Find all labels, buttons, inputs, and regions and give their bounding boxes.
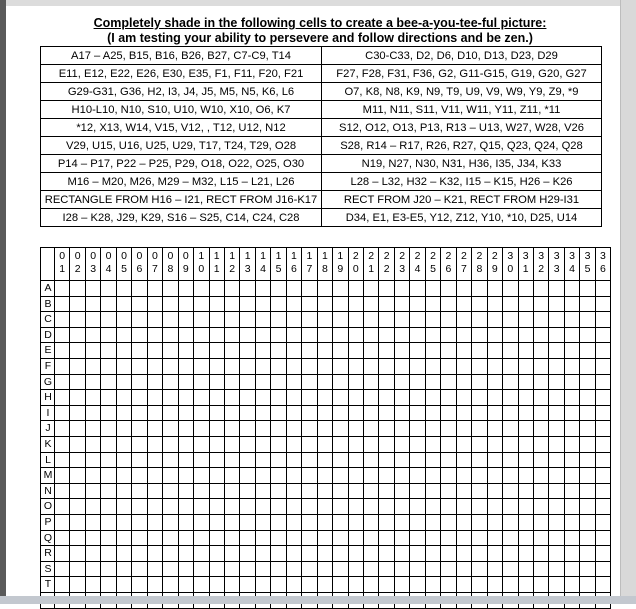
row-label: J <box>45 422 51 435</box>
window-top-strip <box>6 0 620 6</box>
column-header: 3 2 <box>538 250 545 275</box>
grid-line-vertical <box>548 247 549 608</box>
grid-line-vertical <box>518 247 519 608</box>
coloring-grid <box>40 247 610 608</box>
column-header: 1 1 <box>213 250 220 275</box>
grid-line-vertical <box>193 247 194 608</box>
column-header: 0 8 <box>167 250 174 275</box>
column-header: 3 1 <box>522 250 529 275</box>
row-label: C <box>44 313 52 326</box>
row-label: S <box>44 562 52 575</box>
grid-line-horizontal <box>40 389 611 390</box>
row-label: P <box>44 516 52 528</box>
grid-line-horizontal <box>40 576 611 577</box>
title-line-1: Completely shade in the following cells to create a bee-a-you-tee-ful picture: <box>93 16 547 30</box>
grid-line-horizontal <box>40 514 611 515</box>
column-header: 2 4 <box>414 250 421 275</box>
grid-line-vertical <box>178 247 179 608</box>
grid-line-horizontal <box>40 311 611 312</box>
grid-line-vertical <box>610 247 611 608</box>
column-header: 0 2 <box>74 250 81 275</box>
grid-line-vertical <box>255 247 256 608</box>
grid-line-horizontal <box>40 545 611 546</box>
instruction-cell-right: C30-C33, D2, D6, D10, D13, D23, D29 <box>322 47 602 65</box>
row-label: T <box>44 578 52 591</box>
grid-line-horizontal <box>40 342 611 343</box>
column-header: 2 8 <box>476 250 483 275</box>
grid-line-vertical <box>69 247 70 608</box>
row-label: M <box>43 469 53 482</box>
grid-line-vertical <box>564 247 565 608</box>
instruction-row <box>41 191 602 209</box>
grid-line-vertical <box>286 247 287 608</box>
row-label: E <box>44 344 52 357</box>
column-header: 2 1 <box>368 250 375 275</box>
column-header: 0 4 <box>105 250 112 275</box>
column-header: 0 7 <box>151 250 158 275</box>
grid-line-horizontal <box>40 405 611 406</box>
row-label: K <box>44 438 52 450</box>
grid-line-horizontal <box>40 420 611 421</box>
instruction-cell-left: M16 – M20, M26, M29 – M32, L15 – L21, L26 <box>41 173 322 191</box>
row-label: R <box>44 547 52 560</box>
grid-line-horizontal <box>40 530 611 531</box>
column-header: 2 9 <box>491 250 498 275</box>
instruction-row <box>41 101 602 119</box>
column-header: 0 3 <box>90 250 97 275</box>
column-header: 1 0 <box>198 250 205 275</box>
column-header: 1 8 <box>321 250 328 275</box>
page-title <box>40 16 600 46</box>
instruction-cell-right: S28, R14 – R17, R26, R27, Q15, Q23, Q24, Q28 <box>322 137 602 155</box>
instruction-row <box>41 173 602 191</box>
grid-line-horizontal <box>40 296 611 297</box>
grid-line-vertical <box>363 247 364 608</box>
vertical-scrollbar[interactable] <box>620 0 636 604</box>
column-header: 0 1 <box>59 250 66 275</box>
instruction-cell-right: O7, K8, N8, K9, N9, T9, U9, V9, W9, Y9, Z9, *9 <box>322 83 602 101</box>
instruction-cell-left: V29, U15, U16, U25, U29, T17, T24, T29, O28 <box>41 137 322 155</box>
grid-line-vertical <box>579 247 580 608</box>
column-header: 2 2 <box>383 250 390 275</box>
instruction-cell-right: N19, N27, N30, N31, H36, I35, J34, K33 <box>322 155 602 173</box>
grid-line-vertical <box>471 247 472 608</box>
column-header: 3 5 <box>584 250 591 275</box>
column-header: 0 6 <box>136 250 143 275</box>
column-header: 3 0 <box>507 250 514 275</box>
instruction-cell-right: M11, N11, S11, V11, W11, Y11, Z11, *11 <box>322 101 602 119</box>
instruction-cell-right: RECT FROM J20 – K21, RECT FROM H29-I31 <box>322 191 602 209</box>
column-header: 1 5 <box>275 250 282 275</box>
grid-line-vertical <box>147 247 148 608</box>
grid-line-horizontal <box>40 247 611 248</box>
grid-line-vertical <box>301 247 302 608</box>
row-label: A <box>44 282 52 294</box>
instruction-row <box>41 47 602 65</box>
grid-line-vertical <box>116 247 117 608</box>
instruction-cell-left: E11, E12, E22, E26, E30, E35, F1, F11, F20, F21 <box>41 65 322 83</box>
row-label: Q <box>43 531 53 544</box>
grid-line-vertical <box>378 247 379 608</box>
row-label: L <box>45 453 51 466</box>
grid-line-vertical <box>317 247 318 608</box>
column-header: 0 9 <box>182 250 189 275</box>
window-bottom-bar <box>0 596 636 604</box>
grid-line-horizontal <box>40 358 611 359</box>
row-label: N <box>44 484 52 497</box>
column-header: 2 3 <box>399 250 406 275</box>
grid-line-horizontal <box>40 592 611 593</box>
grid-line-vertical <box>162 247 163 608</box>
column-header: 1 6 <box>291 250 297 275</box>
instruction-cell-right: D34, E1, E3-E5, Y12, Z12, Y10, *10, D25, U14 <box>322 209 602 227</box>
instruction-cell-left: I28 – K28, J29, K29, S16 – S25, C14, C24, C28 <box>41 209 322 227</box>
instruction-cell-left: A17 – A25, B15, B16, B26, B27, C7-C9, T14 <box>41 47 322 65</box>
column-header: 3 3 <box>553 250 560 275</box>
column-header: 2 0 <box>352 250 359 275</box>
grid-line-vertical <box>409 247 410 608</box>
column-header: 0 5 <box>121 250 127 275</box>
row-label: B <box>44 297 52 310</box>
title-line-2: (I am testing your ability to persevere and follow directions and be zen.) <box>107 31 533 45</box>
grid-line-vertical <box>85 247 86 608</box>
instruction-cell-right: F27, F28, F31, F36, G2, G11-G15, G19, G20, G27 <box>322 65 602 83</box>
grid-line-horizontal <box>40 374 611 375</box>
row-label: G <box>43 375 53 388</box>
grid-line-horizontal <box>40 483 611 484</box>
column-header: 1 4 <box>260 250 266 275</box>
row-label: F <box>44 360 52 372</box>
grid-line-vertical <box>502 247 503 608</box>
grid-line-horizontal <box>40 327 611 328</box>
grid-line-vertical <box>487 247 488 608</box>
column-header: 2 7 <box>460 250 467 275</box>
column-header: 1 3 <box>244 250 251 275</box>
instruction-cell-left: RECTANGLE FROM H16 – I21, RECT FROM J16-K17 <box>41 191 322 209</box>
instruction-row <box>41 83 602 101</box>
grid-line-vertical <box>270 247 271 608</box>
instruction-row <box>41 65 602 83</box>
grid-line-vertical <box>131 247 132 608</box>
grid-line-horizontal <box>40 608 611 609</box>
grid-line-horizontal <box>40 467 611 468</box>
grid-line-horizontal <box>40 498 611 499</box>
grid-line-vertical <box>209 247 210 608</box>
instruction-cell-left: H10-L10, N10, S10, U10, W10, X10, O6, K7 <box>41 101 322 119</box>
grid-line-vertical <box>239 247 240 608</box>
grid-line-vertical <box>100 247 101 608</box>
column-header: 3 4 <box>569 250 575 275</box>
instruction-row <box>41 137 602 155</box>
grid-line-vertical <box>595 247 596 608</box>
instruction-row <box>41 119 602 137</box>
row-label: D <box>44 328 52 341</box>
grid-line-vertical <box>348 247 349 608</box>
instruction-cell-left: G29-G31, G36, H2, I3, J4, J5, M5, N5, K6, L6 <box>41 83 322 101</box>
column-header: 1 2 <box>229 250 236 275</box>
grid-line-vertical <box>224 247 225 608</box>
instruction-row <box>41 209 602 227</box>
row-label: O <box>43 500 53 513</box>
grid-line-vertical <box>394 247 395 608</box>
grid-line-horizontal <box>40 452 611 453</box>
grid-line-horizontal <box>40 561 611 562</box>
grid-line-vertical <box>456 247 457 608</box>
instruction-cell-left: *12, X13, W14, V15, V12, , T12, U12, N12 <box>41 119 322 137</box>
grid-line-vertical <box>425 247 426 608</box>
grid-line-vertical <box>533 247 534 608</box>
instruction-row <box>41 155 602 173</box>
instruction-cell-right: S12, O12, O13, P13, R13 – U13, W27, W28, V26 <box>322 119 602 137</box>
instruction-cell-left: P14 – P17, P22 – P25, P29, O18, O22, O25, O30 <box>41 155 322 173</box>
column-header: 1 9 <box>337 250 344 275</box>
window-left-border <box>0 0 6 604</box>
column-header: 2 6 <box>445 250 452 275</box>
row-label: H <box>44 391 52 404</box>
grid-line-horizontal <box>40 436 611 437</box>
grid-line-horizontal <box>40 280 611 281</box>
instructions-table <box>40 46 602 227</box>
grid-line-vertical <box>440 247 441 608</box>
column-header: 2 5 <box>430 250 436 275</box>
grid-line-vertical <box>332 247 333 608</box>
column-header: 3 6 <box>600 250 606 275</box>
column-header: 1 7 <box>306 250 313 275</box>
row-label: I <box>46 406 50 419</box>
instruction-cell-right: L28 – L32, H32 – K32, I15 – K15, H26 – K26 <box>322 173 602 191</box>
